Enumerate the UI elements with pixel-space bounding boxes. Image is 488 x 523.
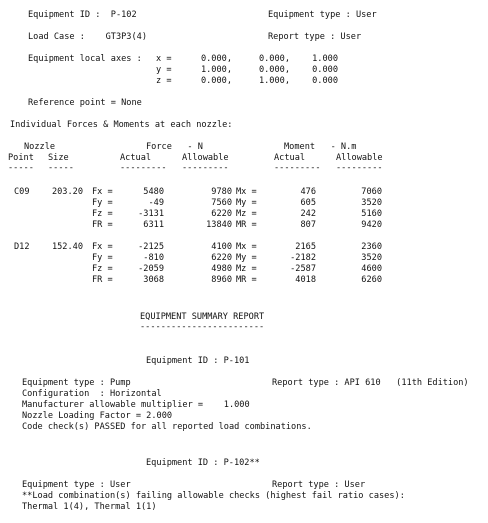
force-actual: -2059 (138, 264, 164, 274)
force-actual: -810 (143, 253, 164, 263)
separator: ----- (48, 163, 74, 173)
axis-label: z = (156, 76, 172, 86)
moment-allowable: 3520 (361, 198, 382, 208)
col-force-allowable: Allowable (182, 153, 229, 163)
force-actual: -3131 (138, 209, 164, 219)
moment-allowable: 7060 (361, 187, 382, 197)
equipment-type-p102: Equipment type : User (22, 480, 131, 490)
nozzle-size: 152.40 (51, 242, 83, 252)
fail-message-p102: **Load combination(s) failing allowable checks (highest fail ratio cases): (22, 491, 405, 501)
force-allowable: 7560 (211, 198, 232, 208)
force-actual: 5480 (143, 187, 164, 197)
nozzle-point: C09 (14, 187, 30, 197)
equipment-type-p101: Equipment type : Pump (22, 378, 131, 388)
col-moment: Moment - N.m (284, 142, 357, 152)
moment-label: MR = (236, 275, 257, 285)
force-allowable: 4100 (211, 242, 232, 252)
moment-label: My = (236, 198, 257, 208)
axis-value: 1.000 (312, 54, 338, 64)
report-type-p102: Report type : User (272, 480, 366, 490)
force-allowable: 6220 (211, 253, 232, 263)
moment-allowable: 9420 (361, 220, 382, 230)
separator: --------- (274, 163, 321, 173)
moment-actual: 605 (300, 198, 316, 208)
axis-value: 0.000 (312, 65, 338, 75)
force-label: Fz = (92, 264, 113, 274)
col-moment-allowable: Allowable (336, 153, 383, 163)
configuration-p101: Configuration : Horizontal (22, 389, 162, 399)
force-label: FR = (92, 275, 113, 285)
nozzle-point: D12 (14, 242, 30, 252)
axis-value: 0.000, (200, 54, 232, 64)
equipment-id-label: Equipment ID : P-102 (28, 10, 137, 20)
moment-label: Mz = (236, 264, 257, 274)
force-allowable: 9780 (211, 187, 232, 197)
col-size: Size (48, 153, 69, 163)
report-type-p101: Report type : API 610 (11th Edition) (272, 378, 469, 388)
separator: --------- (336, 163, 383, 173)
moment-allowable: 4600 (361, 264, 382, 274)
axis-value: 1.000, (200, 65, 232, 75)
force-label: FR = (92, 220, 113, 230)
moment-actual: 4018 (295, 275, 316, 285)
force-allowable: 8960 (211, 275, 232, 285)
force-label: Fz = (92, 209, 113, 219)
moment-actual: 242 (300, 209, 316, 219)
axis-label: y = (156, 65, 172, 75)
moment-label: MR = (236, 220, 257, 230)
load-case-label: Load Case : GT3P3(4) (28, 32, 147, 42)
axis-value: 0.000, (258, 65, 290, 75)
summary-title: EQUIPMENT SUMMARY REPORT (140, 312, 265, 322)
force-actual: -2125 (138, 242, 164, 252)
equipment-id-p102: Equipment ID : P-102** (146, 458, 260, 468)
moment-actual: 476 (300, 187, 316, 197)
local-axes-label: Equipment local axes : (28, 54, 142, 64)
separator: --------- (120, 163, 167, 173)
separator: --------- (182, 163, 229, 173)
equipment-type-label: Equipment type : User (268, 10, 377, 20)
moment-actual: 807 (300, 220, 316, 230)
section-title: Individual Forces & Moments at each nozzle: (10, 120, 233, 130)
moment-allowable: 2360 (361, 242, 382, 252)
axis-value: 0.000, (200, 76, 232, 86)
force-label: Fy = (92, 198, 113, 208)
moment-actual: 2165 (295, 242, 316, 252)
axis-value: 0.000 (312, 76, 338, 86)
separator: ----- (8, 163, 34, 173)
moment-label: Mz = (236, 209, 257, 219)
multiplier-p101: Manufacturer allowable multiplier = 1.000 (22, 400, 250, 410)
reference-point-label: Reference point = None (28, 98, 142, 108)
moment-label: My = (236, 253, 257, 263)
col-nozzle: Nozzle (24, 142, 56, 152)
force-allowable: 6220 (211, 209, 232, 219)
moment-allowable: 6260 (361, 275, 382, 285)
force-label: Fx = (92, 187, 113, 197)
col-moment-actual: Actual (274, 153, 306, 163)
moment-actual: -2182 (290, 253, 316, 263)
nozzle-size: 203.20 (51, 187, 83, 197)
equipment-id-p101: Equipment ID : P-101 (146, 356, 250, 366)
moment-label: Mx = (236, 187, 257, 197)
force-actual: 6311 (143, 220, 164, 230)
moment-allowable: 3520 (361, 253, 382, 263)
summary-underline: ------------------------ (140, 322, 265, 332)
moment-label: Mx = (236, 242, 257, 252)
col-force: Force - N (146, 142, 203, 152)
moment-allowable: 5160 (361, 209, 382, 219)
status-p101: Code check(s) PASSED for all reported load combinations. (22, 422, 312, 432)
force-allowable: 13840 (206, 220, 232, 230)
col-force-actual: Actual (120, 153, 152, 163)
axis-value: 1.000, (258, 76, 290, 86)
axis-label: x = (156, 54, 172, 64)
moment-actual: -2587 (290, 264, 316, 274)
col-point: Point (8, 153, 34, 163)
fail-cases-p102: Thermal 1(4), Thermal 1(1) (22, 502, 157, 512)
axis-value: 0.000, (258, 54, 290, 64)
report-type-label: Report type : User (268, 32, 362, 42)
force-actual: 3068 (143, 275, 164, 285)
force-allowable: 4980 (211, 264, 232, 274)
force-actual: -49 (148, 198, 164, 208)
force-label: Fx = (92, 242, 113, 252)
loading-factor-p101: Nozzle Loading Factor = 2.000 (22, 411, 173, 421)
force-label: Fy = (92, 253, 113, 263)
